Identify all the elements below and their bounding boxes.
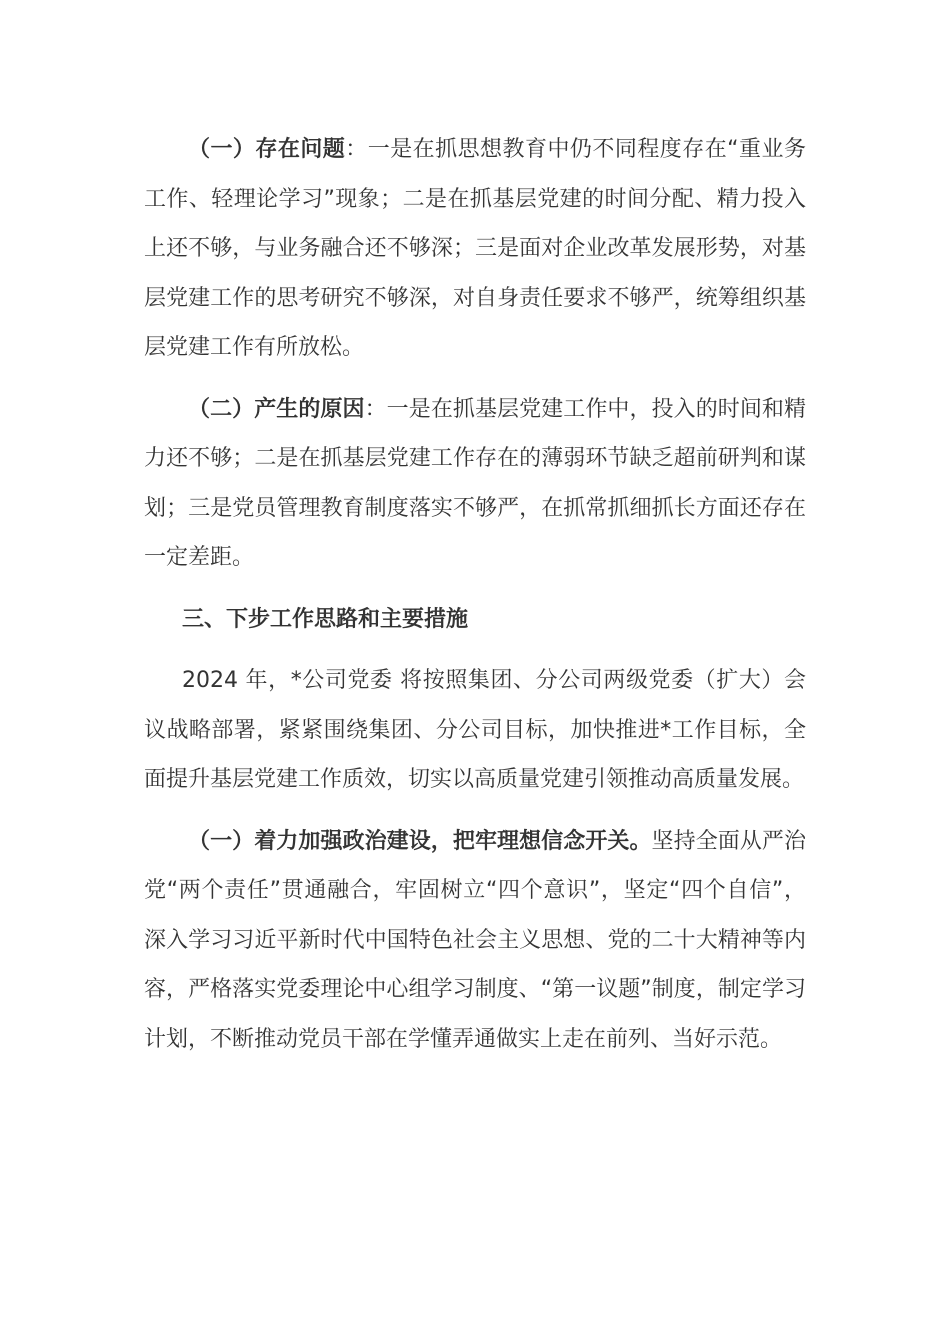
paragraph-measure-1 <box>144 817 806 1065</box>
paragraph-text: ：一是在抓思想教育中仍不同程度存在“重业务工作、轻理论学习”现象；二是在抓基层党建的时间分配、精力投入上还不够，与业务融合还不够深；三是面对企业改革发展形势，对基层党建工作的思考研究不够深，对自身责任要求不够严，统筹组织基层党建工作有所放松。 <box>144 137 806 360</box>
paragraph-causes <box>144 385 806 583</box>
section-heading: 三、下步工作思路和主要措施 <box>182 606 469 632</box>
document-body <box>144 125 806 1076</box>
paragraph-intro: 2024 年，*公司党委 将按照集团、分公司两级党委（扩大）会议战略部署，紧紧围绕集团、分公司目标，加快推进*工作目标，全面提升基层党建工作质效，切实以高质量党建引领推动高质量发展。 <box>144 668 806 792</box>
paragraph-lead: （一）存在问题 <box>188 137 346 162</box>
paragraph-text: ：一是在抓基层党建工作中，投入的时间和精力还不够；二是在抓基层党建工作存在的薄弱环节缺乏超前研判和谋划；三是党员管理教育制度落实不够严，在抓常抓细抓长方面还存在一定差距。 <box>144 396 806 570</box>
paragraph-existing-problems <box>144 125 806 373</box>
paragraph-lead: （一）着力加强政治建设，把牢理想信念开关。 <box>188 828 652 854</box>
paragraph-text: 坚持全面从严治党“两个责任”贯通融合，牢固树立“四个意识”，坚定“四个自信”，深入学习习近平新时代中国特色社会主义思想、党的二十大精神等内容，严格落实党委理论中心组学习制度、“第一议题”制度，制定学习计划，不断推动党员干部在学懂弄通做实上走在前列、当好示范。 <box>144 828 806 1052</box>
paragraph-lead: （二）产生的原因 <box>188 396 365 422</box>
